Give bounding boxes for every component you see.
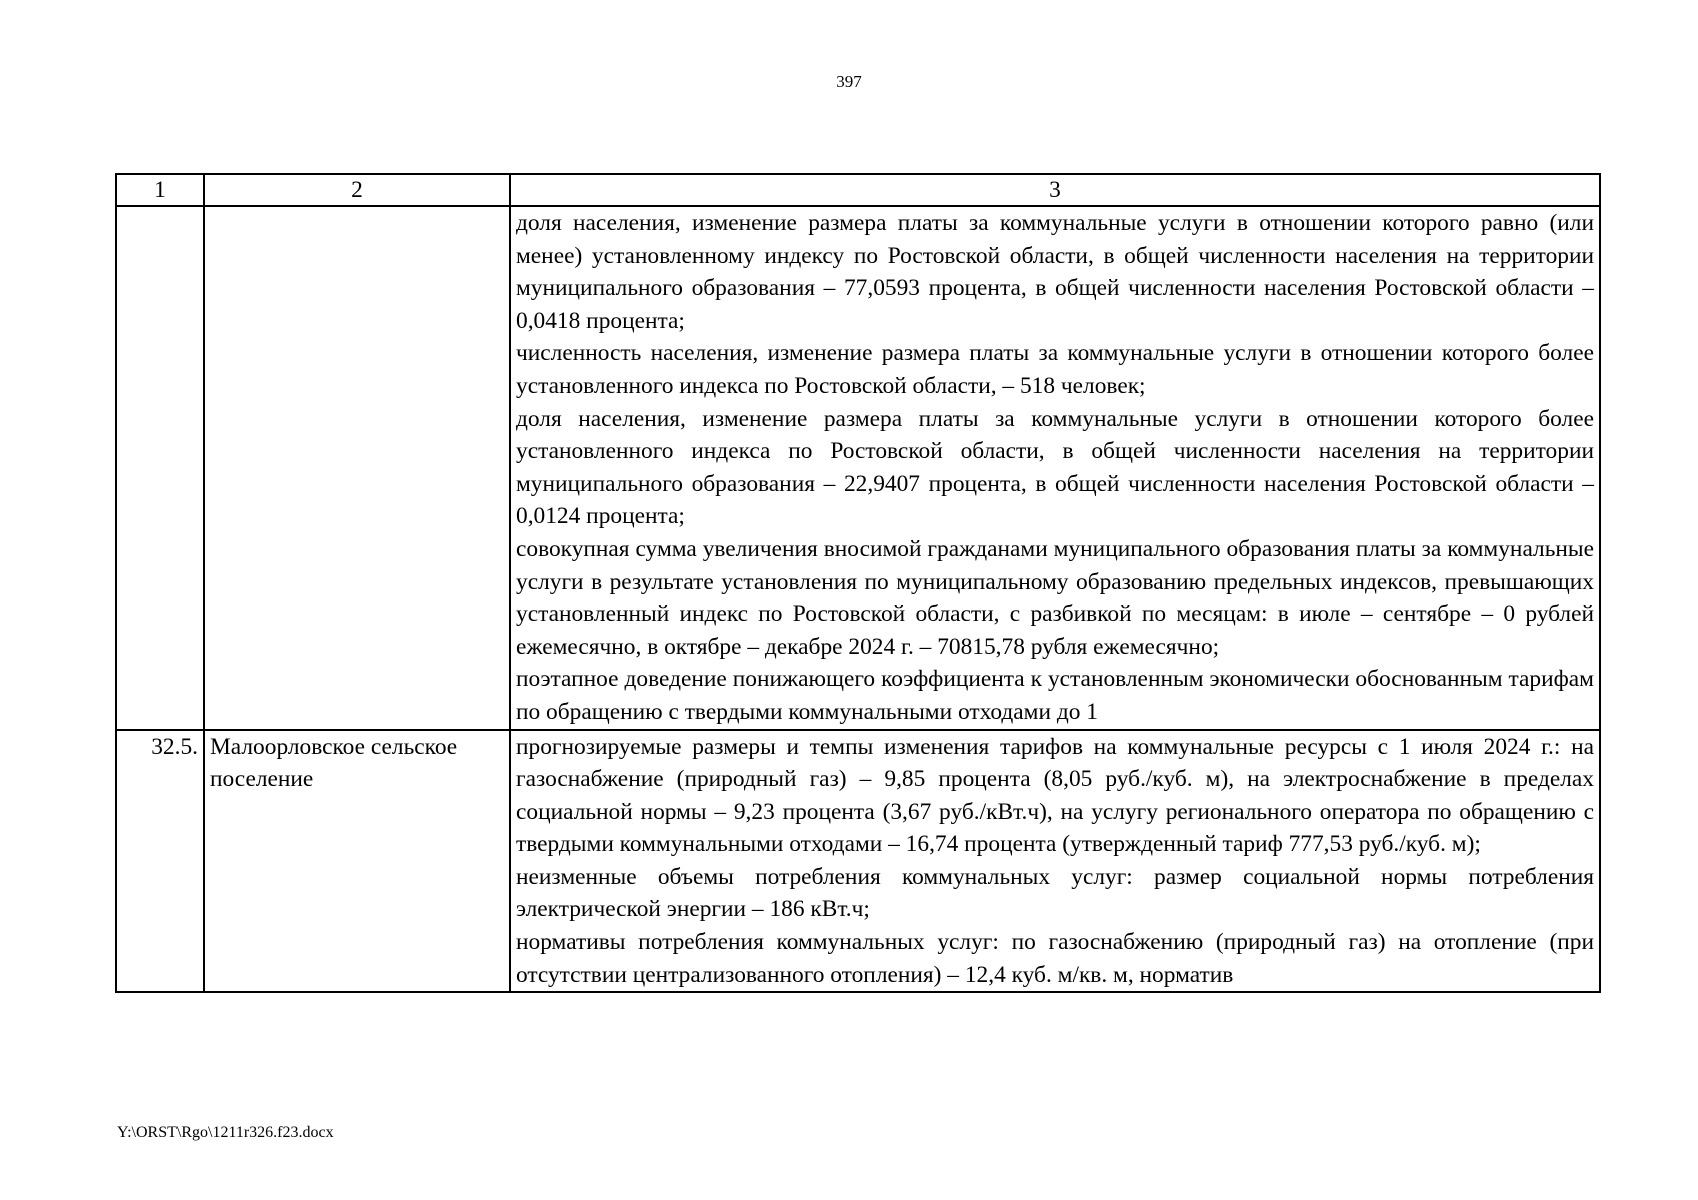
table-row-32-5 bbox=[116, 730, 1600, 993]
row-number-cell: 32.5. bbox=[116, 730, 204, 993]
column-header-1: 1 bbox=[116, 174, 204, 206]
paragraph: доля населения, изменение размера платы за коммунальные услуги в отношении которого более установленного индекса по Ростовской области, в общей численности населения на территории муниципального образования – 22,9407 процента, в общей численности населения Ростовской области – 0,0124 процента; bbox=[516, 405, 1594, 530]
row-content-cell bbox=[510, 206, 1600, 730]
paragraph: поэтапное доведение понижающего коэффициента к установленным экономически обоснованным тарифам по обращению с твердыми коммунальными отходами до 1 bbox=[516, 666, 1594, 725]
row-number-cell bbox=[116, 206, 204, 730]
footer-file-path: Y:\ORST\Rgo\1211r326.f23.docx bbox=[117, 1124, 334, 1141]
column-header-2: 2 bbox=[204, 174, 510, 206]
data-table bbox=[115, 173, 1601, 993]
row-content-cell bbox=[510, 730, 1600, 993]
column-header-3: 3 bbox=[510, 174, 1600, 206]
paragraph: численность населения, изменение размера платы за коммунальные услуги в отношении которого более установленного индекса по Ростовской области, – 518 человек; bbox=[516, 340, 1594, 399]
paragraph: доля населения, изменение размера платы за коммунальные услуги в отношении которого равно (или менее) установленному индексу по Ростовской области, в общей численности населения на территории муниципального образования – 77,0593 процента, в общей численности населения Ростовской области – 0,0418 процента; bbox=[516, 210, 1594, 334]
row-name-cell: Малоорловское сельское поселение bbox=[204, 730, 510, 993]
table-header-row bbox=[116, 174, 1600, 206]
paragraph: прогнозируемые размеры и темпы изменения тарифов на коммунальные ресурсы с 1 июля 2024 г.: на газоснабжение (природный газ) – 9,85 процента (8,05 руб./куб. м), на электроснабжение в пределах социальной нормы – 9,23 процента (3,67 руб./кВт.ч), на услугу регионального оператора по обращению с твердыми коммунальными отходами – 16,74 процента (утвержденный тариф 777,53 руб./куб. м); bbox=[516, 733, 1594, 858]
paragraph: неизменные объемы потребления коммунальных услуг: размер социальной нормы потребления электрической энергии – 186 кВт.ч; bbox=[516, 863, 1594, 923]
paragraph: совокупная сумма увеличения вносимой гражданами муниципального образования платы за коммунальные услуги в результате установления по муниципальному образованию предельных индексов, превышающих установленный индекс по Ростовской области, с разбивкой по месяцам: в июле – сентябре – 0 рублей ежемесячно, в октябре – декабре 2024 г. – 70815,78 рубля ежемесячно; bbox=[516, 535, 1594, 660]
table-row-continuation bbox=[116, 206, 1600, 730]
row-name-cell bbox=[204, 206, 510, 730]
page-number: 397 bbox=[836, 72, 862, 91]
paragraph: нормативы потребления коммунальных услуг: по газоснабжению (природный газ) на отопление (при отсутствии централизованного отопления) – 12,4 куб. м/кв. м, норматив bbox=[516, 929, 1594, 988]
